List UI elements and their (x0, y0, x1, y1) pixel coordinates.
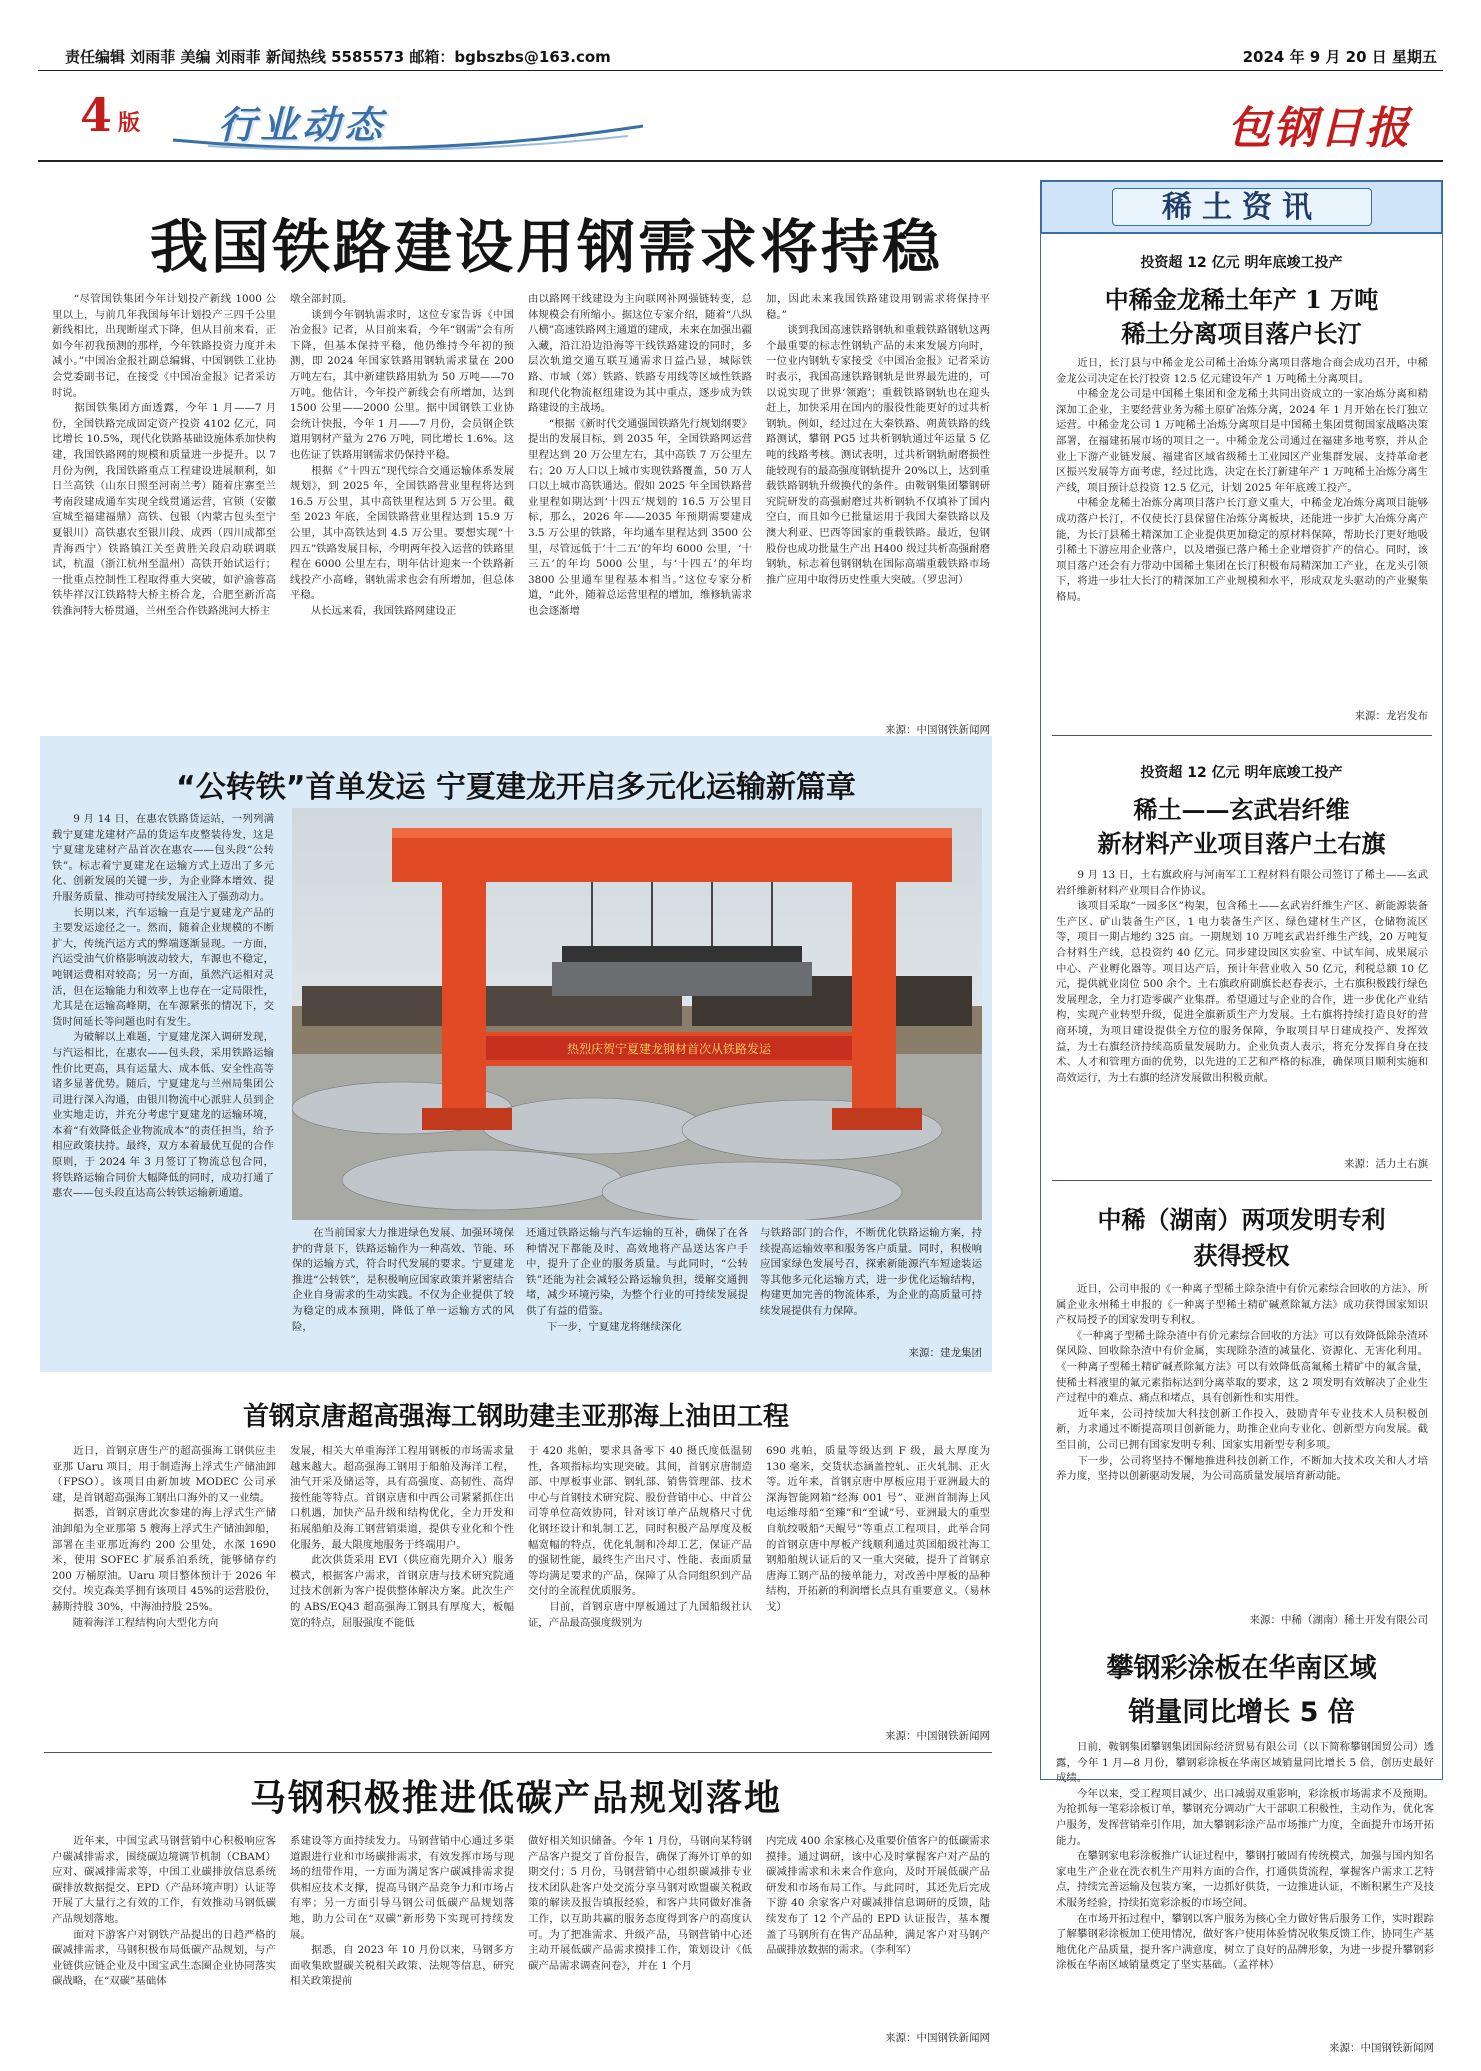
shougang-col-2: 发展，相关大单重海洋工程用钢板的市场需求量越来越大。超高强海工钢用于船舶及海洋工程，油气开采及储运等，具有高强度、高韧性、高焊接性能等特点。首钢京唐和中西公司紧紧抓住出口机遇，加快产品升级和结构优化，全力开发和拓展船舶及海工钢营销渠道，提供专业化和个性化服务，最大限度地服务于终端用户。 此次供货采用 EVI（供应商先期介入）服务模式，根据客户需求，首钢京唐与技术研究院通过技术创新为客户提供整体解决方案。此次生产的 ABS/EQ43 超高强海工钢具有厚度大，板幅宽的特点，屈服强度不能低 (290, 1445, 514, 1629)
magang-headline: 马钢积极推进低碳产品规划落地 (249, 1778, 782, 1819)
issue-date: 2024 年 9 月 20 日 星期五 (1242, 48, 1437, 66)
section-title: 行业动态 (218, 102, 387, 147)
sb-rule-2 (1052, 1180, 1432, 1181)
sb-a2-kicker: 投资超 12 亿元 明年底竣工投产 (1140, 765, 1343, 781)
shougang-rule (44, 1752, 992, 1753)
rail-lead-text: 9 月 14 日，在惠农铁路货运站，一列列满载宁夏建龙建材产品的货运车皮整装待发，这是宁夏建龙建材产品首次在惠农——包头段“公转铁”。标志着宁夏建龙在运输方式上迈出了多元化、创新发展的关键一步，为企业降本增效、提升服务质量、推动可持续发展注入了强劲动力。 长期以来，汽车运输一直是宁夏建龙产品的主要发运途径之一。然而，随着企业规模的不断扩大，传统汽运方式的弊端逐渐显现。一方面，汽运受油气价格影响波动较大，车源也不稳定，吨钢运费相对较高；另一方面，虽然汽运相对灵活，但在运输能力和效率上也存在一定局限性，尤其是在运输高峰期，在车源紧张的情况下，交货时间延长等问题也时有发生。 为破解以上难题，宁夏建龙深入调研发现，与汽运相比，在惠农——包头段，采用铁路运输性价比更高，具有运量大、成本低、安全性高等诸多显著优势。随后，宁夏建龙与兰州局集团公司进行深入沟通，由银川物流中心派驻人员到企业实地走访，并充分考虑宁夏建龙的运输环境，本着“有效降低企业物流成本”的责任担当，给予相应政策扶持。最终，双方本着最优互促的合作原则，于 2024 年 3 月签订了物流总包合同，将铁路运输合同价大幅降低的同时，成功打通了惠农——包头段直达高公转铁运输新通道。 (52, 813, 274, 1200)
sb-a1-body: 近日，长汀县与中稀金龙公司稀土冶炼分离项目落地合商会成功召开，中稀金龙公司决定在长汀投资 12.5 亿元建设年产 1 万吨稀土分离项目。 中稀金龙公司是中国稀土集团和金龙稀土共同出资成立的一家冶炼分离和精深加工企业，主要经营业务为稀土原矿冶炼分离，2024 年 1 月开始在长汀独立运营。中稀金龙公司 1 万吨稀土冶炼分离项目是中国稀土集团贯彻国家战略决策部署，在福建拓展市场的项目之一。中稀金龙公司通过在福建多地考察，并从企业上下游产业链发展、福建省区域省级稀土工业园区产业集群发展、支持革命老区振兴发展等方面考虑，经过比选，决定在长汀新建年产 1 万吨稀土冶炼分离生产线，项目预计总投资 12.5 亿元，计划 2025 年年底竣工投产。 中稀金龙稀土冶炼分离项目落户长汀意义重大，中稀金龙冶炼分离项目能够成功落户长汀，不仅使长汀县保留住冶炼分离板块，还能进一步扩大冶炼分离产能，为长汀县稀土精深加工企业提供更加稳定的原材料保障，帮助长汀更好地吸引稀土下游应用企业落户，以及增强已落户稀土企业增资扩产的信心。同时，该项目落户还会有力带动中国稀土集团在长汀积极布局精深加工产业，在龙头引领下，将进一步壮大长汀的精深加工产业规模和水平，形成双龙头驱动的产业聚集格局。 (1056, 357, 1428, 603)
lead-col-3: 由以路网干线建设为主向联网补网强链转变，总体规模会有所缩小。据这位专家介绍，随着“八纵八横”高速铁路网主通道的建成，未来在加强出疆入藏，沿江沿边沿海等干线铁路建设的同时，多层次轨道交通互联互通需求日益凸显，城际铁路、市域（郊）铁路、铁路专用线等区域性铁路和现代化物流枢纽建设为其中重点，逐步成为铁路建设的主战场。 “根据《新时代交通强国铁路先行规划纲要》提出的发展目标，到 2035 年，全国铁路网运营里程达到 20 万公里左右，其中高铁 7 万公里左右；20 万人口以上城市实现铁路覆盖，50 万人口以上城市高铁通达。假如 2025 年全国铁路营业里程如期达到‘十四五’规划的 16.5 万公里目标，那么，2026 年——2035 年预期需要建成 3.5 万公里的铁路，年均通车里程达到 3500 公里，尽管远低于‘十二五’的年均 6000 公里，‘十三五’的年均 5000 公里，与‘十四五’的年均 3800 公里通车里程基本相当。”这位专家分析道，“此外，随着总运营里程的增加，维修轨需求也会逐渐增 (528, 293, 752, 617)
sb-a2-title-2: 新材料产业项目落户土右旗 (1097, 829, 1386, 858)
section-swoosh (168, 100, 648, 150)
rail-source: 来源：建龙集团 (908, 1347, 982, 1359)
sb-a2-body: 9 月 13 日，土右旗政府与河南军工工程材料有限公司签订了稀土——玄武岩纤维新材料产业项目合作协议。 该项目采取“一园多区”构架，包含稀土——玄武岩纤维生产区、新能源装备生产区、矿山装备生产区，1 电力装备生产区、绿色建材生产区，仓储物流区等，项目一期占地约 325 亩。一期规划 10 万吨玄武岩纤维生产线，20 万吨复合材料生产线，总投资约 40 亿元。同步建设园区实验室、中试车间、成果展示中心、产业孵化器等。项目达产后，预计年营业收入 50 亿元，利税总额 10 亿元，提供就业岗位 500 余个。土右旗政府副旗长赵春表示，土右旗积极践行绿色发展理念，全力打造零碳产业集群。希望通过与企业的合作，进一步优化产业结构，实现产业转型升级，促进全旗新质生产力发展。土右旗将持续打造良好的营商环境，为项目建设提供全方位的服务保障，争取项目早日建成投产、发挥效益，为土右旗经济持续高质量发展助力。企业负责人表示，将充分发挥自身在技术、人才和管理方面的优势，以先进的工艺和严格的标准，确保项目顺利实施和高效运行，为土右旗的经济发展做出积极贡献。 (1056, 869, 1428, 1084)
magang-col-2: 系建设等方面持续发力。马钢营销中心通过多渠道跟进行业和市场碳排需求，有效发挥市场与现场的纽带作用，一方面为满足客户碳减排需求提供相应技术支撑，提高马钢产品竞争力和市场占有率；另一方面引导马钢公司低碳产品规划落地，助力公司在“双碳”新形势下实现可持续发展。 据悉，自 2023 年 10 月份以来，马钢多方面收集欧盟碳关税相关政策、法规等信息，研究相关政策提前 (290, 1835, 514, 1988)
sidebar-title-inner: 稀土资讯 (1112, 188, 1372, 226)
sb-rule-1 (1052, 735, 1432, 736)
rail-col-3: 与铁路部门的合作，不断优化铁路运输方案，持续提高运输效率和服务客户质量。同时，积极响应国家绿色发展号召，探索新能源汽车短途装运等其他多元化运输方式，进一步优化运输结构，构建更加完善的物流体系，为企业的高质量可持续发展提供有力保障。 (760, 1227, 982, 1317)
magang-source: 来源：中国钢铁新闻网 (885, 2032, 990, 2044)
rail-col-1: 在当前国家大力推进绿色发展、加强环境保护的背景下，铁路运输作为一种高效、节能、环保的运输方式，符合时代发展的要求。宁夏建龙推进“公转铁”，是积极响应国家政策并紧密结合企业自身需求的生动实践。不仅为企业提供了较为稳定的成本预期，降低了单一运输方式的风险， (292, 1227, 514, 1333)
shougang-source: 来源：中国钢铁新闻网 (885, 1730, 990, 1742)
editor-info: 责任编辑 刘雨菲 美编 刘雨菲 新闻热线 5585573 邮箱：bgbszbs@163.com (65, 48, 611, 66)
sidebar-title-bar (1040, 180, 1443, 234)
sb-a4-title-1: 攀钢彩涂板在华南区域 (1106, 1653, 1377, 1684)
shougang-col-3: 于 420 兆帕，要求具备零下 40 摄氏度低温韧性，各项指标均实现突破。其间，首钢京唐制造部、中厚板事业部、钢轧部、销售管理部、技术中心与首钢技术研究院、股份营销中心、中首公司等单位高效协同，针对该订单产品规格尺寸优化钢坯设计和轧制工艺，同时积极产品厚度及板幅宽幅的特点，优化轧制和冷却工艺，保证产品的强韧性能，最终生产出尺寸、性能、表面质量等均满足要求的产品，保障了从合同组织到产品交付的全流程优质服务。 目前，首钢京唐中厚板通过了九国船级社认证，产品最高强度级别为 (528, 1445, 752, 1629)
sb-a1-title-2: 稀土分离项目落户长汀 (1121, 319, 1362, 348)
sb-a3-title-1: 中稀（湖南）两项发明专利 (1097, 1205, 1386, 1234)
top-rule (38, 70, 1443, 71)
shougang-col-4: 690 兆帕，质量等级达到 F 级，最大厚度为 130 毫米，交货状态涵盖控轧、正火轧制、正火等。近年来，首钢京唐中厚板应用于亚洲最大的深海智能网箱“经海 001 号”、亚洲首制海上风电运维母船“至臻”和“至诚”号、亚洲最大的重型自航绞吸船“天鲲号”等重点工程项目，此举合同的首钢京唐中厚板产线顺利通过英国船级社海工钢船舶规认证后的又一重大突破，提升了首钢京唐海工钢产品的接单能力，对改善中厚板的品种结构，开拓新的利润增长点具有重要意义。（易林戈） (766, 1445, 990, 1613)
magang-col-1: 近年来，中国宝武马钢营销中心积极响应客户碳减排需求，围绕碳边境调节机制（CBAM）应对、碳减排需求等，中国工业碳排放信息系统碳排放数据提交、EPD（产品环境声明）认证等开展了大量行之有效的工作，有效推动马钢低碳产品规划落地。 面对下游客户对钢铁产品提出的日趋严格的碳减排需求，马钢积极布局低碳产品规划，与产业链供应链企业及中国宝武生态圈企业协同落实碳战略，在“双碳”基础体 (52, 1835, 276, 1988)
sb-a3-body: 近日，公司申报的《一种离子型稀土除杂渣中有价元素综合回收的方法》、所属企业永州稀土申报的《一种离子型稀土精矿碱煮除氟方法》成功获得国家知识产权局授予的国家发明专利权。 《一种离子型稀土除杂渣中有价元素综合回收的方法》可以有效降低除杂渣环保风险、回收除杂渣中有价金属，实现除杂渣的减量化、资源化、无害化利用。《一种离子型稀土精矿碱煮除氟方法》可以有效降低高氟稀土精矿中的氟含量，使稀土料液里的氟元素指标达到分离萃取的要求，这 2 项发明有效解决了企业生产过程中的难点、痛点和堵点，具有创新性和实用性。 近年来，公司持续加大科技创新工作投入，鼓励青年专业技术人员积极创新，力求通过不断提高项目创新能力，助推企业向专业化、创新型方向发展。截至目前，公司已拥有国家发明专利、国家实用新型专利多项。 下一步，公司将坚持不懈地推进科技创新工作，不断加大技术攻关和人才培养力度，坚持以创新驱动发展，为公司高质量发展培育新动能。 (1056, 1283, 1428, 1483)
sb-a2-title-1: 稀土——玄武岩纤维 (1133, 795, 1350, 824)
lead-col-2: 墩全部封顶。 谈到今年钢轨需求时，这位专家告诉《中国冶金报》记者，从目前来看，今年“钢需”会有所下降，但基本保持平稳，他仍维持今年初的预测，即 2024 年国家铁路用钢轨需求量在 200 万吨左右，其中新建铁路用轨为 50 万吨——70 万吨。他估计，今年投产新线会有所增加，达到 1500 公里——2000 公里。据中国钢铁工业协会统计快报，今年 1 月——7 月份，会员钢企铁道用钢材产量为 276 万吨，同比增长 1.6%。这也佐证了铁路用钢需求仍保持平稳。 根据《“十四五”现代综合交通运输体系发展规划》，到 2025 年，全国铁路营业里程将达到 16.5 万公里，其中高铁里程达到 5 万公里。截至 2023 年底，全国铁路营业里程达到 15.9 万公里，其中高铁达到 4.5 万公里。要想实现“十四五”铁路发展目标，今明两年投入运营的铁路里程在 6000 公里左右，明年估计迎来一个铁路新线投产小高峰，钢轨需求也会有所增加，但总体平稳。 从长远来看，我国铁路网建设正 (290, 293, 514, 617)
paper-name-logo: 包钢日报 (1227, 103, 1411, 154)
magang-col-3: 做好相关知识储备。今年 1 月份，马钢向某特钢产品客户提交了首份报告，确保了海外订单的如期交付；5 月份，马钢营销中心组织碳减排专业技术团队赴客户处交流分享马钢对欧盟碳关税政策的解读及报告填报经验，和客户共同做好准备工作，以互助共赢的服务态度得到客户的高度认可。为了把准需求、升级产品，马钢营销中心还主动开展低碳产品需求摸排工作，策划设计《低碳产品需求调查问卷》，并在 1 个月 (528, 1835, 752, 1972)
magang-col-4: 内完成 400 余家核心及重要价值客户的低碳需求摸排。通过调研，该中心及时掌握客户对产品的碳减排需求和未来合作意向，及时开展低碳产品研发和市场布局工作。与此同时，其还先后完成下游 40 余家客户对碳减排信息调研的反馈，陆续发布了 12 个产品的 EPD 认证报告，基本覆盖了马钢所有在售产品品种，满足客户对马钢产品碳排放数据的需求。（李利军） (766, 1835, 990, 1957)
sb-a2-source: 来源：活力土右旗 (1344, 1158, 1428, 1170)
shougang-col-1: 近日，首钢京唐生产的超高强海工钢供应圭亚那 Uaru 项目，用于制造海上浮式生产储油卸（FPSO）。该项目由新加坡 MODEC 公司承建，是首钢超高强海工钢出口海外的又一业绩。 据悉，首钢京唐此次参建的海上浮式生产储油卸船为全亚那第 5 艘海上浮式生产储油卸船，部署在圭亚那近海约 200 公里处，水深 1690 米，使用 SOFEC 扩展系泊系统，能够储存约 200 万桶原油。Uaru 项目整体预计于 2026 年交付。埃克森美孚拥有该项目 45%的运营股份，赫斯持股 30%，中海油持股 25%。 随着海洋工程结构向大型化方向 (52, 1445, 276, 1629)
lead-col-1: “尽管国铁集团今年计划投产新线 1000 公里以上，与前几年我国每年计划投产三四千公里新线相比，出现断崖式下降，但从目前来看，正如今年初我预测的那样，今年铁路投资力度并未减小。”中国冶金报社副总编辑、中国钢铁工业协会党委副书记，在接受《中国冶金报》记者采访时说。 据国铁集团方面透露，今年 1 月——7 月份，全国铁路完成固定资产投资 4102 亿元，同比增长 10.5%，现代化铁路基础设施体系加快构建，我国铁路网的规模和质量进一步提升。以 7 月份为例，我国铁路重点工程建设进展顺利，如日兰高铁（山东日照至河南兰考）随着庄寨至兰考南段建成通车实现全线贯通运营，官锁（安徽宣城至福建福鼎）高铁、包银（内蒙古包头至宁夏银川）高铁惠农至银川段、成西（四川成都至青海西宁）铁路镇江关至黄胜关段启动联调联试，杭温（浙江杭州至温州）高铁开始试运行；一批重点控制性工程取得重大突破，如沪渝蓉高铁毕祥汉江铁路特大桥主桥合龙，合肥至新沂高铁淮河特大桥贯通，兰州至合作铁路洮河大桥主 (52, 293, 276, 617)
sb-a4-source: 来源：中国钢铁新闻网 (1329, 2042, 1434, 2054)
sb-a3-title-2: 获得授权 (1193, 1241, 1290, 1270)
lead-col-4: 加，因此未来我国铁路建设用钢需求将保持平稳。” 谈到我国高速铁路钢轨和重载铁路钢轨这两个最重要的标志性钢轨产品的未来发展方向时，一位业内钢轨专家接受《中国冶金报》记者采访时表示，我国高速铁路钢轨是世界最先进的，可以说实现了世界‘领跑’；重载铁路钢轨也在迎头赶上，加快采用在国内的服役性能更好的过共析钢轨。例如，经过过在大秦铁路、朔黄铁路的线路测试，攀钢 PG5 过共析钢轨通过年运量 5 亿吨的线路考核。测试表明，过共析钢轨耐磨损性能较现有的最高强度钢轨提升 20%以上，达到重载铁路钢轨升级换代的条件。由鞍钢集团攀钢研究院研发的高强耐磨过共析钢轨不仅填补了国内空白，而且如今已批量运用于我国大秦铁路以及澳大利亚、巴西等国家的重载铁路。最近，包钢股份也成功批量生产出 H400 级过共析高强耐磨钢轨，标志着包钢钢轨在国际高端重载铁路市场推广应用中取得历史性重大突破。（罗忠河） (766, 293, 990, 586)
sb-a4-body: 日前，鞍钢集团攀钢集团国际经济贸易有限公司（以下简称攀钢国贸公司）透露，今年 1 月—8 月份，攀钢彩涂板在华南区域销量同比增长 5 倍，创历史最好成绩。 今年以来，受工程项目减少、出口减弱双重影响，彩涂板市场需求不及预期。为抢抓每一笔彩涂板订单，攀钢充分调动广大干部职工积极性，主动作为，优化客户服务，发挥营销牵引作用，加大攀钢彩涂产品市场推广力度，全面提升市场开拓能力。 在攀钢家电彩涂板推广认证过程中，攀钢打破固有传统模式，加强与国内知名家电生产企业在洗衣机生产用料方面的合作，打通供货流程，掌握客户需求工艺特点，持续完善运输及包装方案，一边抓好供货，一边推进认证，不断积累生产及技术服务经验，持续拓宽彩涂板的市场空间。 在市场开拓过程中，攀钢以客户服务为核心全力做好售后服务工作，实时跟踪了解攀钢彩涂板加工使用情况，做好客户使用体验情况收集反馈工作，协同生产基地优化产品质量，提升客户满意度，树立了良好的品牌形象，为进一步提升攀钢彩涂板在华南区域销量奠定了坚实基础。（孟祥林） (1056, 1741, 1434, 1972)
sb-a4-title-2: 销量同比增长 5 倍 (1128, 1697, 1355, 1728)
sb-a1-title-1: 中稀金龙稀土年产 1 万吨 (1104, 285, 1379, 314)
rail-headline: “公转铁”首单发运 宁夏建龙开启多元化运输新篇章 (176, 770, 856, 805)
sb-a1-source: 来源：龙岩发布 (1354, 710, 1428, 722)
rail-photo (292, 808, 982, 1220)
page-number: 4 版 (80, 88, 141, 142)
rail-photo-banner: 热烈庆贺宁夏建龙钢材首次从铁路发运 (566, 1042, 772, 1056)
sb-a1-kicker: 投资超 12 亿元 明年底竣工投产 (1140, 255, 1343, 271)
rail-col-2: 还通过铁路运输与汽车运输的互补，确保了在各种情况下都能及时、高效地将产品送达客户手中，提升了企业的服务质量。与此同时，“公转铁”还能为社会减轻公路运输负担，缓解交通拥堵，减少环境污染，为整个行业的可持续发展提供了有益的借鉴。 下一步，宁夏建龙将继续深化 (526, 1227, 748, 1333)
shougang-headline: 首钢京唐超高强海工钢助建圭亚那海上油田工程 (242, 1402, 789, 1432)
lead-source: 来源：中国钢铁新闻网 (885, 724, 990, 736)
sb-a3-source: 来源：中稀（湖南）稀土开发有限公司 (1249, 1614, 1428, 1626)
lead-headline: 我国铁路建设用钢需求将持稳 (150, 213, 944, 281)
header-rule (38, 160, 1443, 162)
